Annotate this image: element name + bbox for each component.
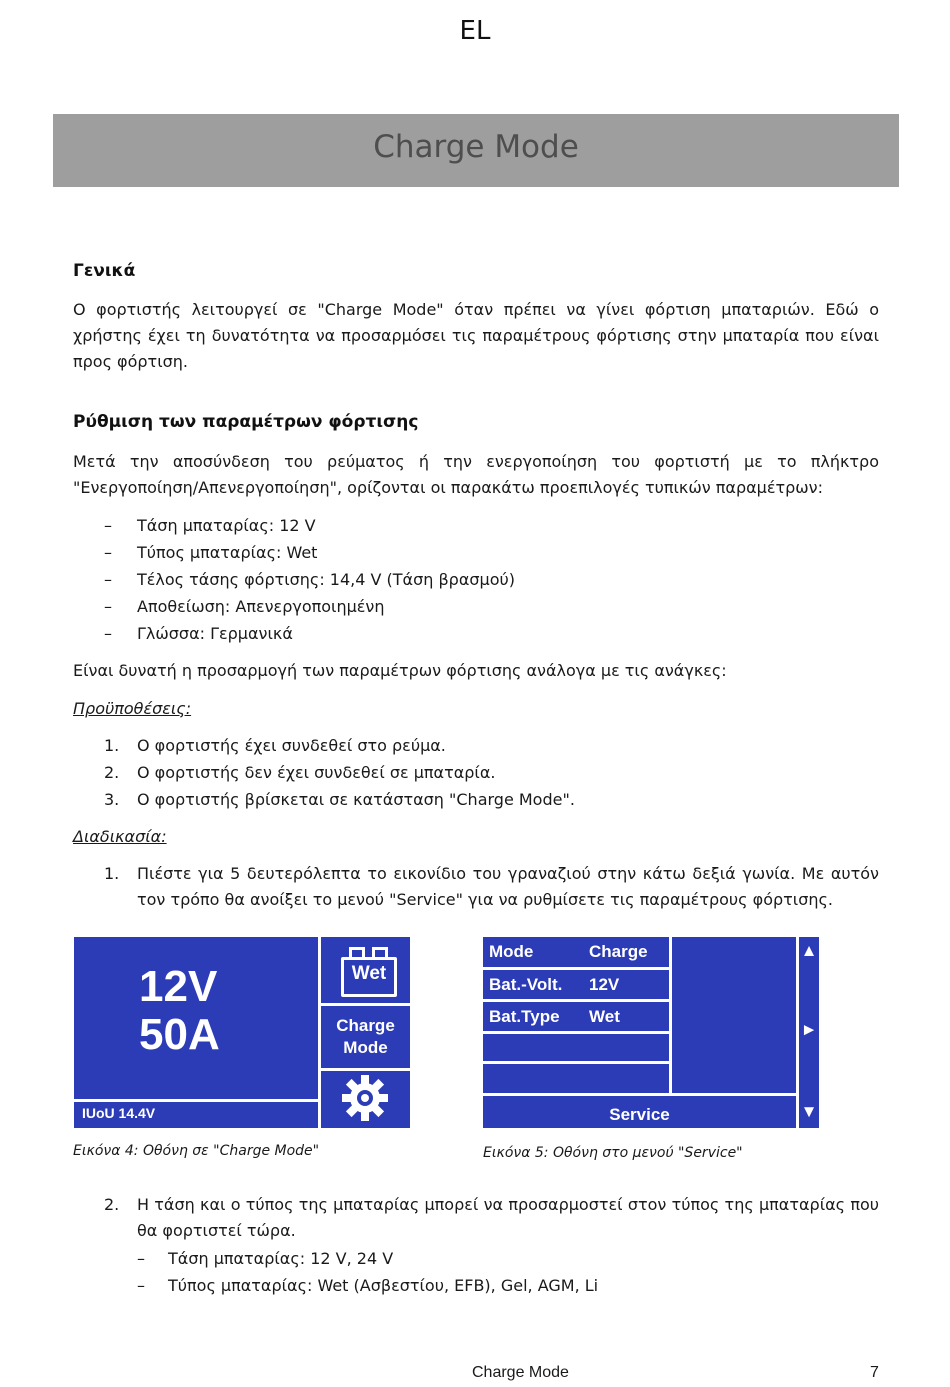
step-number: 1. [104,864,120,883]
dash-marker: – [137,1276,145,1295]
battery-option-item: Τύπος μπαταρίας: Wet (Ασβεστίου, EFB), Gel, AGM, Li [168,1276,599,1295]
voltage-readout: 12V [139,962,218,1011]
divider [669,937,672,1095]
menu-row-label: Bat.Type [489,1007,560,1026]
step-number: 3. [104,790,120,809]
service-button[interactable]: Service [609,1105,670,1124]
gear-icon[interactable] [342,1075,388,1121]
current-readout: 50A [139,1010,220,1059]
prerequisites-label: Προϋποθέσεις: [73,699,192,718]
battery-type-label: Wet [351,963,387,984]
menu-row-label: Bat.-Volt. [489,975,563,994]
procedure-step-1: Πιέστε για 5 δευτερόλεπτα το εικονίδιο του γραναζιού στην κάτω δεξιά γωνία. Με αυτόν τον τρόπο θα ανοίξει το μενού "Service" για να ρυθμίσετε τις παραμέτρους φόρτισης. [137,864,879,909]
divider [318,1068,410,1071]
section-heading-settings: Ρύθμιση των παραμέτρων φόρτισης [73,412,419,432]
language-code: EL [459,16,491,46]
dash-marker: – [104,624,112,643]
title-banner [53,114,899,187]
divider [74,1099,318,1102]
default-item: Αποθείωση: Απενεργοποιημένη [137,597,385,616]
default-item: Γλώσσα: Γερμανικά [137,624,293,643]
charge-mode-screen [74,937,410,1128]
figure-5-caption: Εικόνα 5: Οθόνη στο μενού "Service" [483,1145,743,1161]
settings-paragraph: Μετά την αποσύνδεση του ρεύματος ή την ενεργοποίηση του φορτιστή με το πλήκτρο "Ενεργοποίηση/Απενεργοποίηση", ορίζονται οι παρακάτω προεπιλογές τυπικών παραμέτρων: [73,452,879,497]
menu-row-label: Mode [489,942,534,961]
prerequisite-item: Ο φορτιστής δεν έχει συνδεθεί σε μπαταρία. [137,763,496,782]
mode-label-line2: Mode [343,1038,388,1057]
page-number: 7 [870,1364,879,1381]
dash-marker: – [137,1249,145,1268]
prerequisite-item: Ο φορτιστής έχει συνδεθεί στο ρεύμα. [137,736,446,755]
page-title: Charge Mode [373,129,579,165]
arrow-down-icon[interactable]: ▼ [800,1102,818,1121]
divider [483,1061,669,1064]
default-item: Τέλος τάσης φόρτισης: 14,4 V (Τάση βρασμού) [137,570,515,589]
default-item: Τύπος μπαταρίας: Wet [137,543,318,562]
figure-4-caption: Εικόνα 4: Οθόνη σε "Charge Mode" [73,1143,320,1159]
general-paragraph: Ο φορτιστής λειτουργεί σε "Charge Mode" όταν πρέπει να γίνει φόρτιση μπαταριών. Εδώ ο χρήστης έχει τη δυνατότητα να προσαρμόσει τις παραμέτρους φόρτισης στην μπαταρία που είναι προς φόρτιση. [73,300,879,371]
service-menu-screen [483,937,819,1128]
default-item: Τάση μπαταρίας: 12 V [137,516,316,535]
dash-marker: – [104,597,112,616]
menu-row-value: Charge [589,942,648,961]
step-number: 2. [104,1195,120,1214]
divider [318,1003,410,1006]
battery-option-item: Τάση μπαταρίας: 12 V, 24 V [168,1249,394,1268]
footer-title: Charge Mode [472,1364,569,1381]
dash-marker: – [104,570,112,589]
mode-label-line1: Charge [336,1016,395,1035]
section-heading-general: Γενικά [73,261,136,281]
prerequisite-item: Ο φορτιστής βρίσκεται σε κατάσταση "Charge Mode". [137,790,575,809]
charge-curve-status: IUoU 14.4V [82,1105,156,1121]
arrow-up-icon[interactable]: ▲ [800,941,818,960]
adjust-text: Είναι δυνατή η προσαρμογή των παραμέτρων φόρτισης ανάλογα με τις ανάγκες: [73,661,727,680]
divider [483,967,669,970]
step-number: 1. [104,736,120,755]
menu-row-value: Wet [589,1007,620,1026]
dash-marker: – [104,516,112,535]
menu-row-value: 12V [589,975,620,994]
mode-button[interactable] [321,1015,410,1059]
procedure-label: Διαδικασία: [73,827,167,846]
arrow-right-icon[interactable]: ► [800,1020,818,1039]
divider [483,999,669,1002]
divider [483,1031,669,1034]
step-number: 2. [104,763,120,782]
divider [483,1093,796,1096]
procedure-step-2: Η τάση και ο τύπος της μπαταρίας μπορεί να προσαρμοστεί στον τύπος της μπαταρίας που θα φορτιστεί τώρα. [137,1195,879,1240]
dash-marker: – [104,543,112,562]
